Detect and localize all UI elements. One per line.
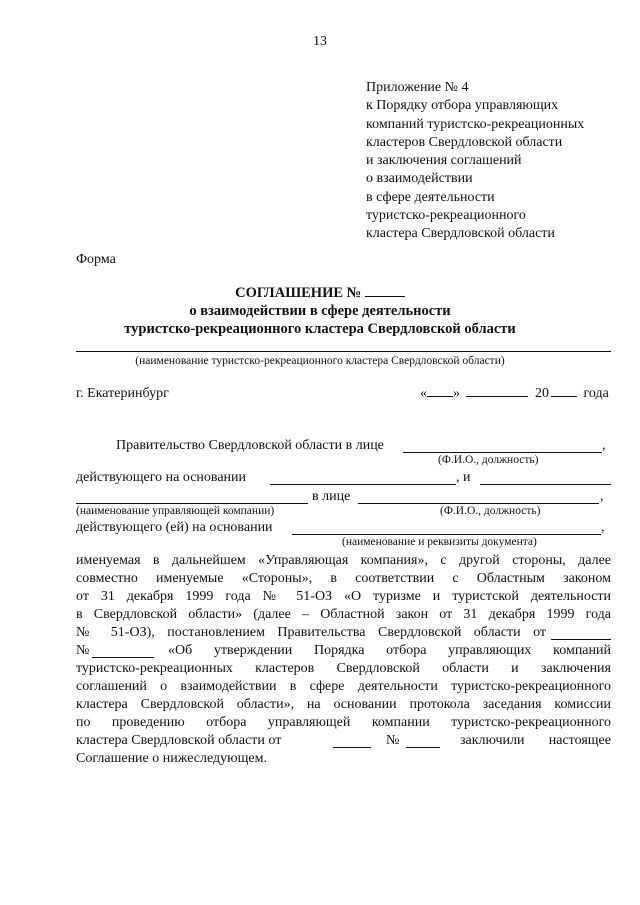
date-close-quote: »: [453, 386, 460, 401]
body-line: от 31 декабря 1999 года № 51-ОЗ «О туризме и туристской деятельности: [76, 589, 611, 604]
decree-number-field[interactable]: [92, 657, 154, 658]
body-line: соглашений о взаимодействии в сфере деятельности туристско-рекреационного: [76, 679, 611, 694]
appendix-line: о взаимодействии: [366, 171, 473, 187]
appendix-line: кластера Свердловской области: [366, 226, 555, 242]
appendix-line: и заключения соглашений: [366, 153, 522, 169]
comma: ,: [600, 489, 604, 504]
date-year-prefix: 20: [535, 386, 549, 401]
appendix-block: [366, 79, 584, 244]
decree-date-field[interactable]: [551, 639, 611, 640]
and-label: , и: [456, 470, 471, 485]
body-line: № 51-ОЗ), постановлением Правительства Свердловской области от: [76, 625, 546, 640]
appendix-line: к Порядку отбора управляющих: [366, 98, 559, 114]
agreement-number-field[interactable]: [365, 296, 405, 297]
government-representative-field[interactable]: [403, 452, 602, 453]
company-name-field-start[interactable]: [480, 484, 611, 485]
body-line: совместно именуемые «Стороны», в соответствии с Областным законом: [76, 571, 611, 586]
comma: ,: [601, 520, 605, 535]
agreement-subtitle-2: туристско-рекреационного кластера Свердловской области: [124, 321, 516, 337]
cluster-name-caption: (наименование туристско-рекреационного кластера Свердловской области): [135, 355, 505, 367]
date-open-quote: «: [420, 386, 427, 401]
protocol-number-field[interactable]: [406, 747, 440, 748]
protocol-date-field[interactable]: [333, 747, 371, 748]
company-basis-field[interactable]: [292, 534, 601, 535]
agreement-subtitle-1: о взаимодействии в сфере деятельности: [189, 303, 451, 319]
acting-basis-label-2: действующего (ей) на основании: [76, 520, 273, 535]
fio-position-caption: (Ф.И.О., должность): [438, 454, 539, 466]
appendix-line: Приложение № 4: [366, 80, 469, 95]
body-line: именуемая в дальнейшем «Управляющая компания», с другой стороны, далее: [76, 553, 611, 568]
page-number: 13: [313, 34, 327, 49]
number-sign: №: [76, 643, 90, 658]
body-line: в Свердловской области» (далее – Областной закон от 31 декабря 1999 года: [76, 607, 611, 622]
appendix-line: туристско-рекреационного: [366, 208, 526, 224]
number-sign: №: [386, 733, 400, 748]
city: г. Екатеринбург: [76, 386, 169, 401]
fio-position-caption-2: (Ф.И.О., должность): [440, 505, 541, 517]
date-day-field[interactable]: [427, 396, 453, 397]
agreement-title-text: СОГЛАШЕНИЕ №: [235, 285, 362, 301]
body-line: «Об утверждении Порядка отбора управляющих компаний: [168, 643, 611, 658]
body-line: туристско-рекреационных кластеров Свердловской области и заключения: [76, 661, 611, 676]
date-year-suffix: года: [583, 386, 609, 401]
agreement-title: [0, 285, 640, 302]
government-basis-field[interactable]: [270, 484, 456, 485]
form-label: Форма: [76, 252, 116, 267]
appendix-line: компаний туристско-рекреационных: [366, 116, 585, 132]
date-month-field[interactable]: [466, 396, 528, 397]
cluster-name-field[interactable]: [76, 351, 611, 352]
acting-basis-label: действующего на основании: [76, 470, 247, 485]
body-line: Соглашение о нижеследующем.: [76, 751, 267, 766]
date-year-field[interactable]: [551, 396, 577, 397]
company-representative-field[interactable]: [358, 503, 599, 504]
government-label: Правительство Свердловской области в лице: [116, 438, 384, 453]
comma: ,: [602, 438, 606, 453]
company-caption: (наименование управляющей компании): [76, 505, 275, 517]
body-line: кластера Свердловской области от: [76, 733, 282, 748]
body-line: заключили настоящее: [460, 733, 611, 748]
document-caption: (наименование и реквизиты документа): [342, 536, 537, 548]
company-name-field[interactable]: [76, 503, 308, 504]
in-person-label: в лице: [312, 489, 351, 504]
date-line: [420, 386, 609, 402]
body-line: по проведению отбора управляющей компании туристско-рекреационного: [76, 715, 611, 730]
body-line: кластера Свердловской области», на основании протокола заседания комиссии: [76, 697, 611, 712]
appendix-line: в сфере деятельности: [366, 189, 495, 205]
appendix-line: кластеров Свердловской области: [366, 134, 563, 150]
